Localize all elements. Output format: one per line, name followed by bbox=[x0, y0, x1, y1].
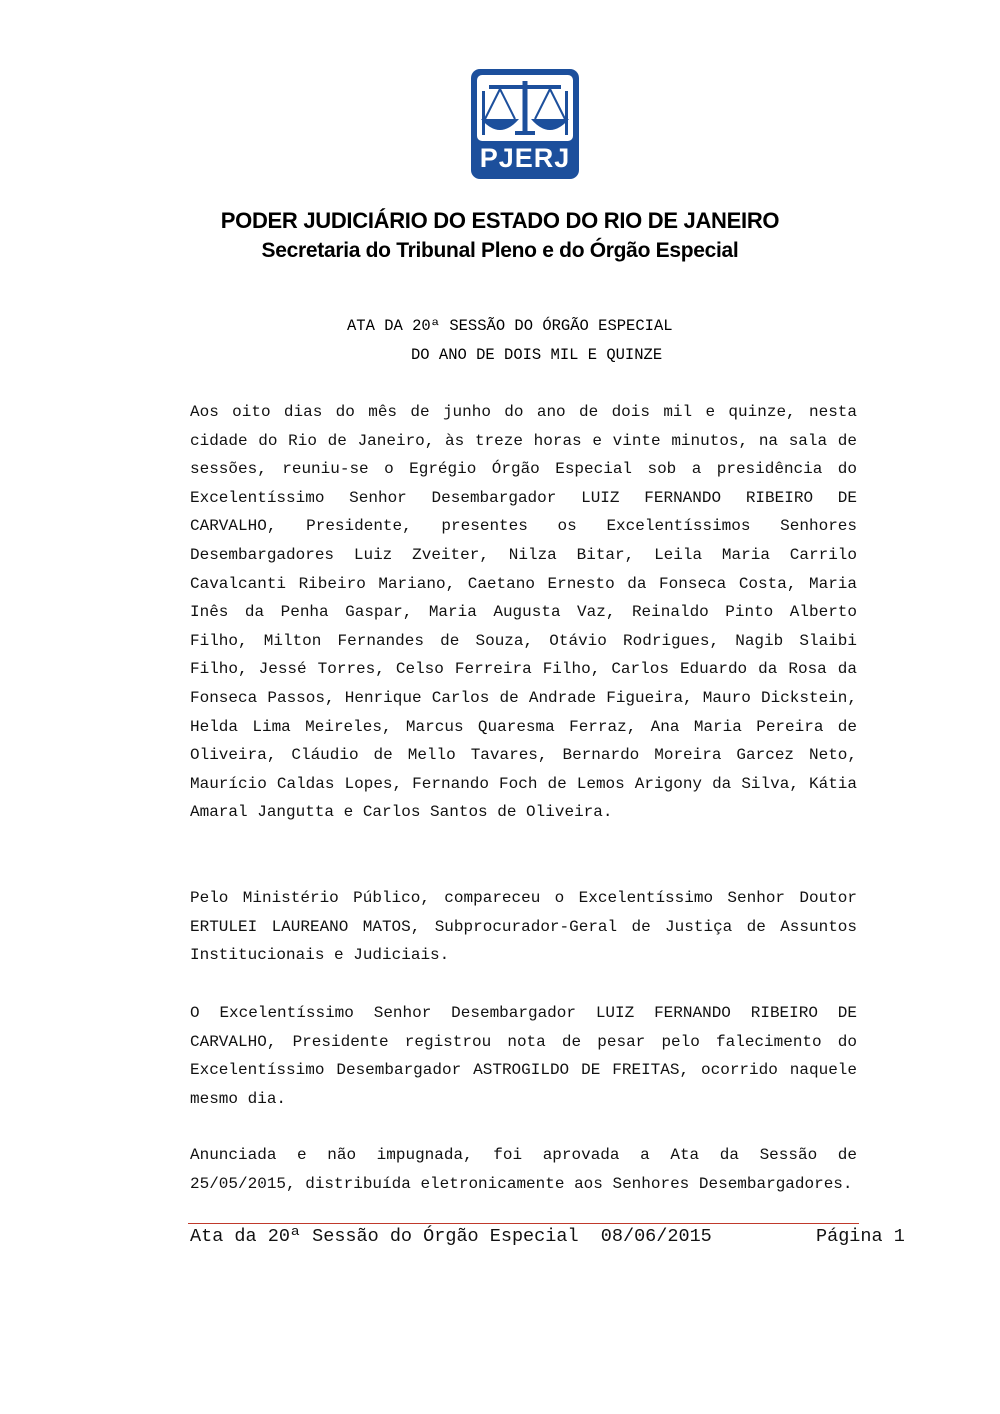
header-court-name: PODER JUDICIÁRIO DO ESTADO DO RIO DE JANEIRO bbox=[220, 208, 780, 233]
logo-text: PJERJ bbox=[479, 143, 571, 173]
footer-page-number: Página 1 bbox=[816, 1226, 905, 1247]
header-secretariat: Secretaria do Tribunal Pleno e do Órgão Especial bbox=[261, 239, 739, 262]
footer-divider bbox=[188, 1223, 859, 1224]
document-title-line-1: ATA DA 20ª SESSÃO DO ÓRGÃO ESPECIAL bbox=[347, 317, 673, 335]
pjerj-logo bbox=[471, 69, 579, 179]
paragraph-public-ministry: Pelo Ministério Público, compareceu o Excelentíssimo Senhor Doutor ERTULEI LAUREANO MATOS, Subprocurador-Geral de Justiça de Assuntos Institucionais e Judiciais. bbox=[190, 889, 857, 965]
document-title-line-2: DO ANO DE DOIS MIL E QUINZE bbox=[411, 346, 663, 364]
paragraph-minutes-approval: Anunciada e não impugnada, foi aprovada a Ata da Sessão de 25/05/2015, distribuída eletronicamente aos Senhores Desembargadores. bbox=[190, 1146, 857, 1193]
footer-document-reference: Ata da 20ª Sessão do Órgão Especial 08/06/2015 bbox=[190, 1226, 712, 1247]
paragraph-condolence: O Excelentíssimo Senhor Desembargador LUIZ FERNANDO RIBEIRO DE CARVALHO, Presidente registrou nota de pesar pelo falecimento do Excelentíssimo Desembargador ASTROGILDO DE FREITAS, ocorrido naquele mesmo dia. bbox=[190, 1004, 857, 1108]
paragraph-attendance: Aos oito dias do mês de junho do ano de dois mil e quinze, nesta cidade do Rio de Janeiro, às treze horas e vinte minutos, na sala de sessões, reuniu-se o Egrégio Órgão Especial sob a presidência do Excelentíssimo Senhor Desembargador LUIZ FERNANDO RIBEIRO DE CARVALHO, Presidente, presentes os Excelentíssimos Senhores Desembargadores Luiz Zveiter, Nilza Bitar, Leila Maria Carrilo Cavalcanti Ribeiro Mariano, Caetano Ernesto da Fonseca Costa, Maria Inês da Penha Gaspar, Maria Augusta Vaz, Reinaldo Pinto Alberto Filho, Milton Fernandes de Souza, Otávio Rodrigues, Nagib Slaibi Filho, Jessé Torres, Celso Ferreira Filho, Carlos Eduardo da Rosa da Fonseca Passos, Henrique Carlos de Andrade Figueira, Mauro Dickstein, Helda Lima Meireles, Marcus Quaresma Ferraz, Ana Maria Pereira de Oliveira, Cláudio de Mello Tavares, Bernardo Moreira Garcez Neto, Maurício Caldas Lopes, Fernando Foch de Lemos Arigony da Silva, Kátia Amaral Jangutta e Carlos Santos de Oliveira. bbox=[190, 403, 857, 822]
